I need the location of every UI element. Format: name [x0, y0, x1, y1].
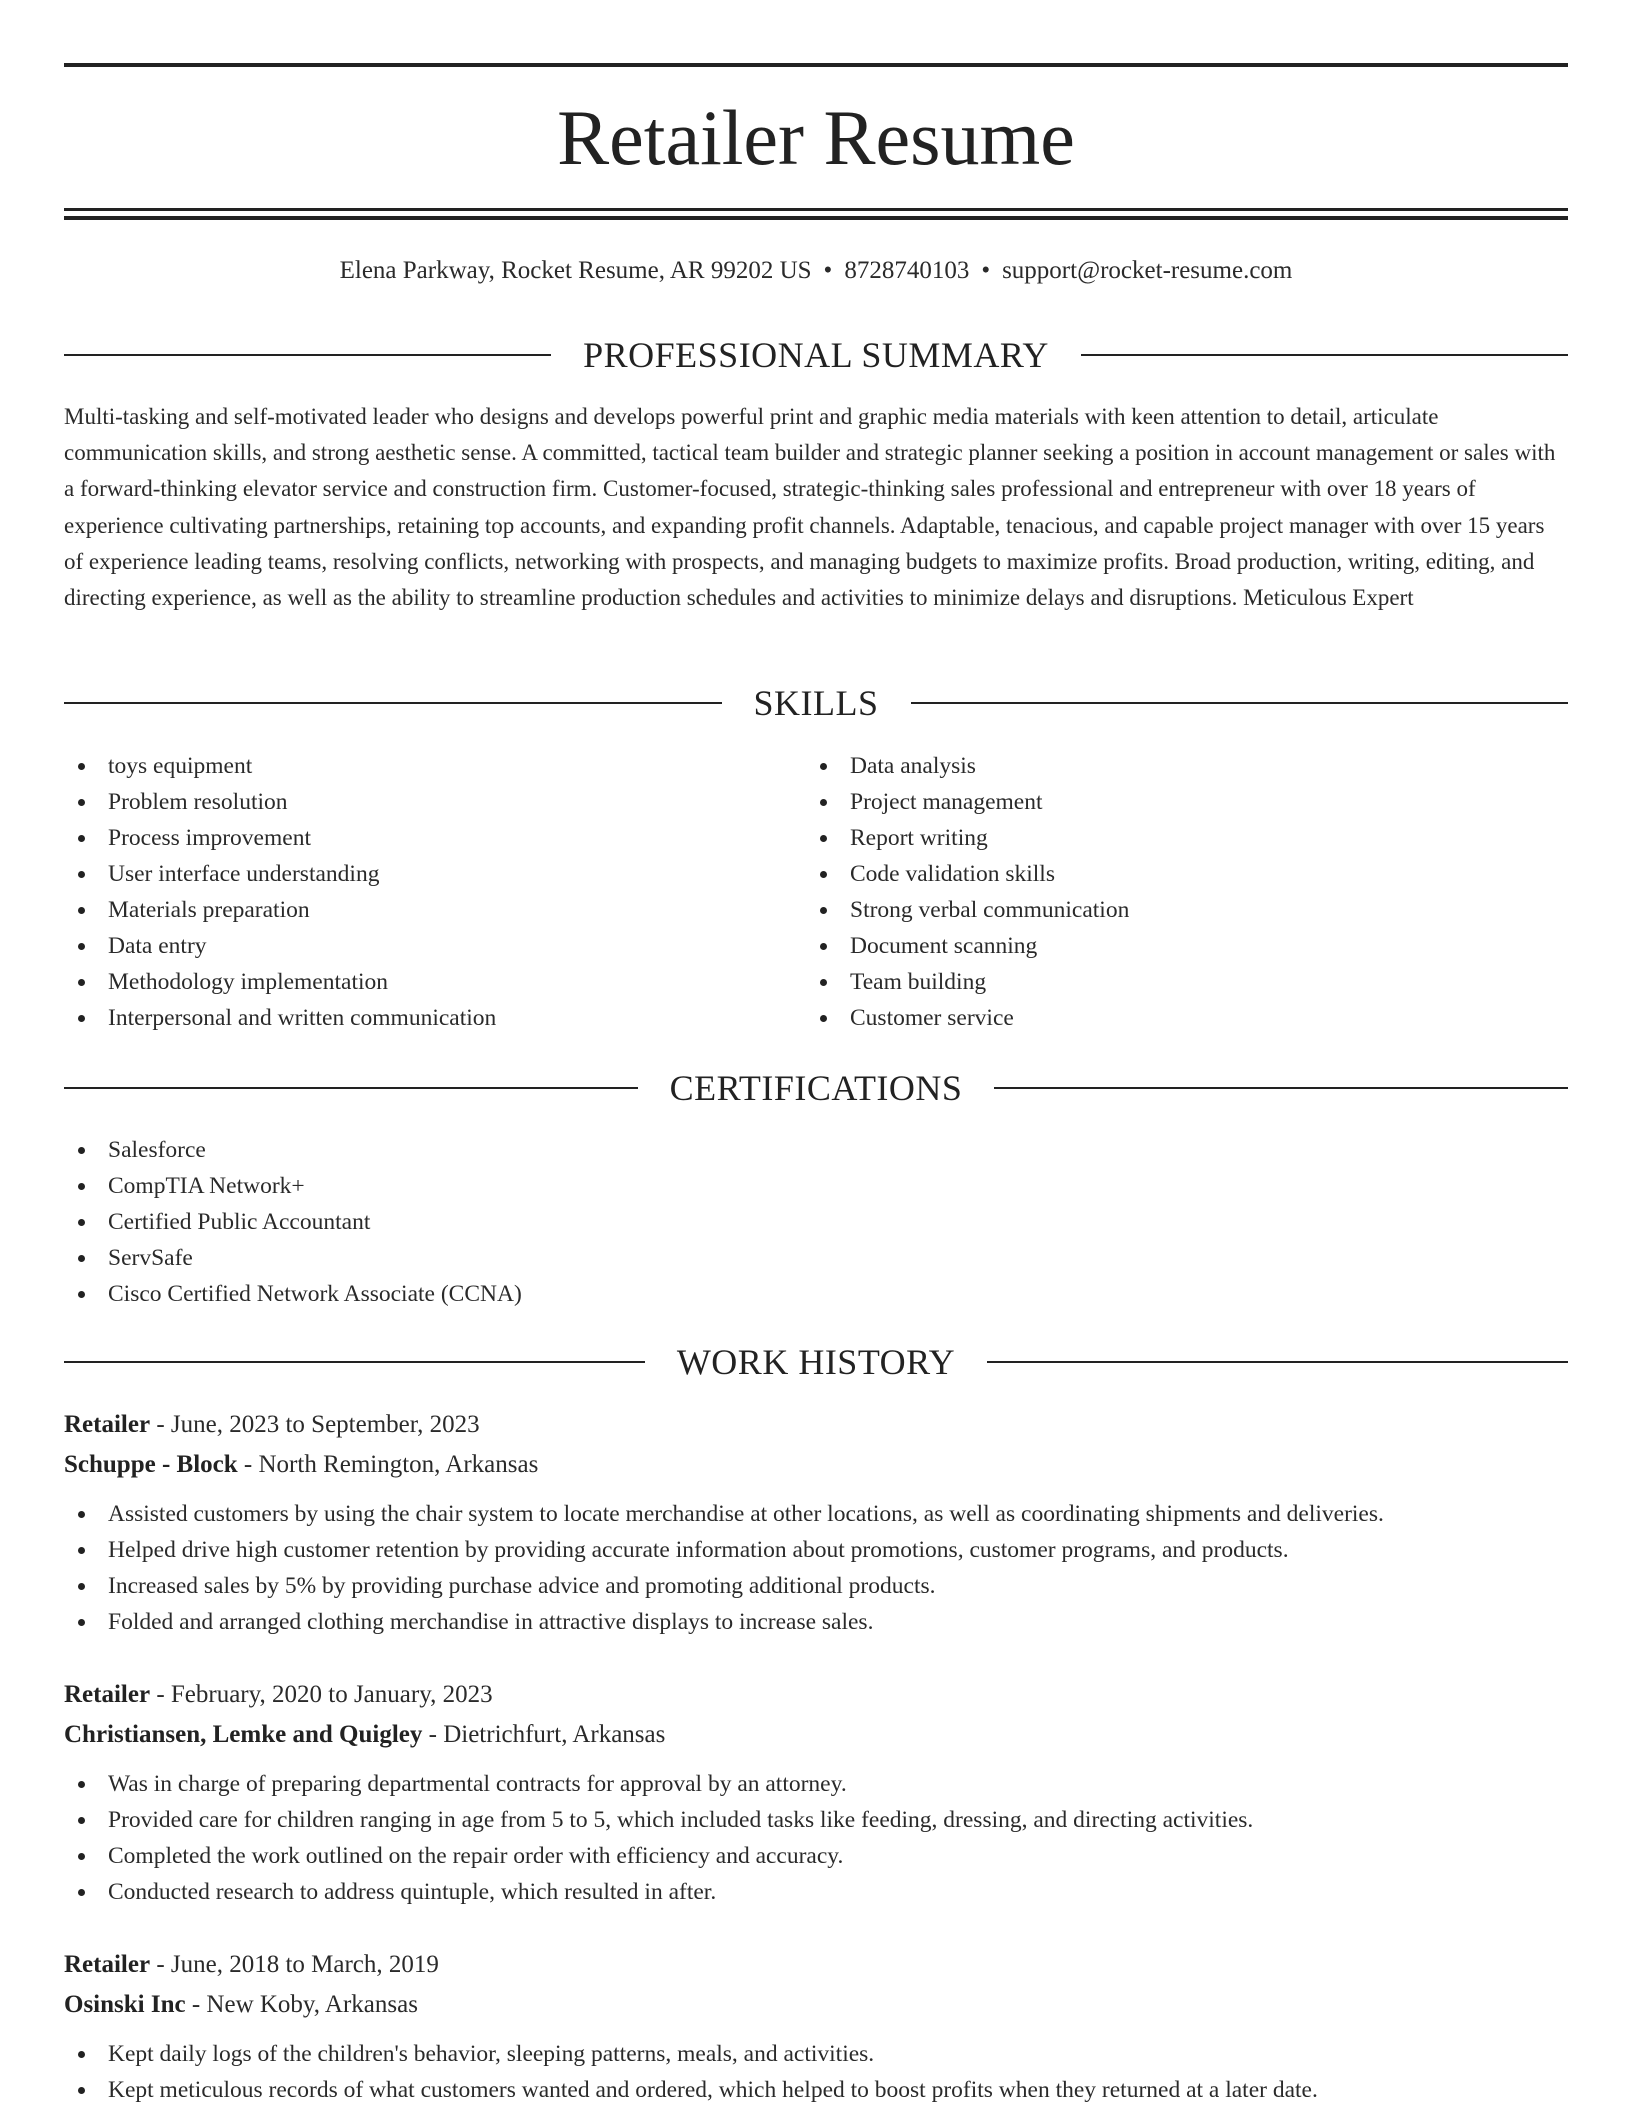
section-heading-work-history [64, 1339, 1568, 1385]
section-title: WORK HISTORY [676, 1342, 956, 1382]
job-company: Christiansen, Lemke and Quigley [64, 1721, 423, 1748]
job-bullet: Completed the work outlined on the repair order with efficiency and accuracy. [64, 1838, 1568, 1874]
job-dates: - June, 2023 to September, 2023 [150, 1411, 480, 1438]
job-location: - New Koby, Arkansas [185, 1991, 418, 2018]
summary-paragraph: Multi-tasking and self-motivated leader who designs and develops powerful print and graphic media materials with keen attention to detail, articulate communication skills, and strong aesthetic sense. A committed, tactical team builder and strategic planner seeking a position in account management or sales with a forward-thinking elevator service and construction firm. Customer-focused, strategic-thinking sales professional and entrepreneur with over 18 years of experience cultivating partnerships, retaining top accounts, and expanding profit channels. Adaptable, tenacious, and capable project manager with over 15 years of experience leading teams, resolving conflicts, networking with prospects, and managing budgets to maximize profits. Broad production, writing, editing, and directing experience, as well as the ability to streamline production schedules and activities to minimize delays and disruptions. Meticulous Expert [64, 404, 1556, 611]
job-bullet: Was in charge of preparing departmental contracts for approval by an attorney. [64, 1766, 1568, 1802]
contact-separator: • [981, 257, 991, 284]
certification-item: CompTIA Network+ [64, 1168, 964, 1204]
certification-item: Salesforce [64, 1132, 964, 1168]
certification-item: ServSafe [64, 1240, 964, 1276]
job-title-line [64, 1675, 1568, 1715]
skill-item: Interpersonal and written communication [64, 1000, 764, 1036]
section-heading-skills [64, 680, 1568, 726]
contact-phone: 8728740103 [844, 257, 970, 284]
contact-email: support@rocket-resume.com [1002, 257, 1293, 284]
skill-item: Team building [806, 964, 1506, 1000]
heading-rule [1081, 354, 1568, 356]
certifications-list [64, 1132, 964, 1312]
job-location: - North Remington, Arkansas [237, 1451, 539, 1478]
job-bullets [64, 1766, 1568, 1910]
job-bullets [64, 2036, 1568, 2108]
contact-separator: • [823, 257, 833, 284]
job-bullets [64, 1496, 1568, 1640]
page-title: Retailer Resume [557, 94, 1075, 181]
job-company: Schuppe - Block [64, 1451, 238, 1478]
heading-rule [64, 1087, 638, 1089]
job-entry [64, 1945, 1568, 2108]
job-bullet: Helped drive high customer retention by providing accurate information about promotions, customer programs, and products. [64, 1532, 1568, 1568]
job-title-line [64, 1405, 1568, 1445]
job-entry [64, 1405, 1568, 1640]
certification-item: Cisco Certified Network Associate (CCNA) [64, 1276, 964, 1312]
skill-item: Materials preparation [64, 892, 764, 928]
job-company: Osinski Inc [64, 1991, 186, 2018]
job-title-line [64, 1945, 1568, 1985]
job-dates: - June, 2018 to March, 2019 [150, 1951, 439, 1978]
section-heading-summary [64, 332, 1568, 378]
skills-list-right [806, 748, 1506, 1036]
skill-item: toys equipment [64, 748, 764, 784]
job-company-line [64, 1985, 1568, 2025]
skill-item: Code validation skills [806, 856, 1506, 892]
skill-item: Document scanning [806, 928, 1506, 964]
skill-item: Methodology implementation [64, 964, 764, 1000]
certification-item: Certified Public Accountant [64, 1204, 964, 1240]
job-company-line [64, 1715, 1568, 1755]
job-bullet: Kept daily logs of the children's behavior, sleeping patterns, meals, and activities. [64, 2036, 1568, 2072]
top-rule [64, 63, 1568, 67]
contact-address: Elena Parkway, Rocket Resume, AR 99202 US [339, 257, 812, 284]
section-title: CERTIFICATIONS [669, 1068, 963, 1108]
skill-item: Data analysis [806, 748, 1506, 784]
heading-rule [64, 702, 722, 704]
job-dates: - February, 2020 to January, 2023 [150, 1681, 493, 1708]
job-bullet: Kept meticulous records of what customers wanted and ordered, which helped to boost profits when they returned at a later date. [64, 2072, 1568, 2108]
heading-rule [987, 1361, 1568, 1363]
heading-rule [994, 1087, 1568, 1089]
job-bullet: Conducted research to address quintuple, which resulted in after. [64, 1874, 1568, 1910]
job-entry [64, 1675, 1568, 1910]
skill-item: Strong verbal communication [806, 892, 1506, 928]
job-bullet: Increased sales by 5% by providing purchase advice and promoting additional products. [64, 1568, 1568, 1604]
skills-list-left [64, 748, 764, 1036]
heading-rule [911, 702, 1569, 704]
section-heading-certifications [64, 1065, 1568, 1111]
heading-rule [64, 354, 551, 356]
skill-item: Process improvement [64, 820, 764, 856]
title-rule-lower [64, 216, 1568, 220]
skill-item: Project management [806, 784, 1506, 820]
contact-line [64, 254, 1568, 288]
job-bullet: Assisted customers by using the chair system to locate merchandise at other locations, as well as coordinating shipments and deliveries. [64, 1496, 1568, 1532]
job-title: Retailer [64, 1951, 151, 1978]
title-rule-upper [64, 208, 1568, 211]
job-title: Retailer [64, 1681, 151, 1708]
skill-item: User interface understanding [64, 856, 764, 892]
section-title: PROFESSIONAL SUMMARY [583, 335, 1049, 375]
job-bullet: Provided care for children ranging in age from 5 to 5, which included tasks like feeding, dressing, and directing activities. [64, 1802, 1568, 1838]
section-title: SKILLS [753, 683, 879, 723]
skill-item: Problem resolution [64, 784, 764, 820]
skill-item: Customer service [806, 1000, 1506, 1036]
job-company-line [64, 1445, 1568, 1485]
skill-item: Data entry [64, 928, 764, 964]
job-bullet: Folded and arranged clothing merchandise in attractive displays to increase sales. [64, 1604, 1568, 1640]
job-location: - Dietrichfurt, Arkansas [422, 1721, 666, 1748]
skill-item: Report writing [806, 820, 1506, 856]
heading-rule [64, 1361, 645, 1363]
job-title: Retailer [64, 1411, 151, 1438]
